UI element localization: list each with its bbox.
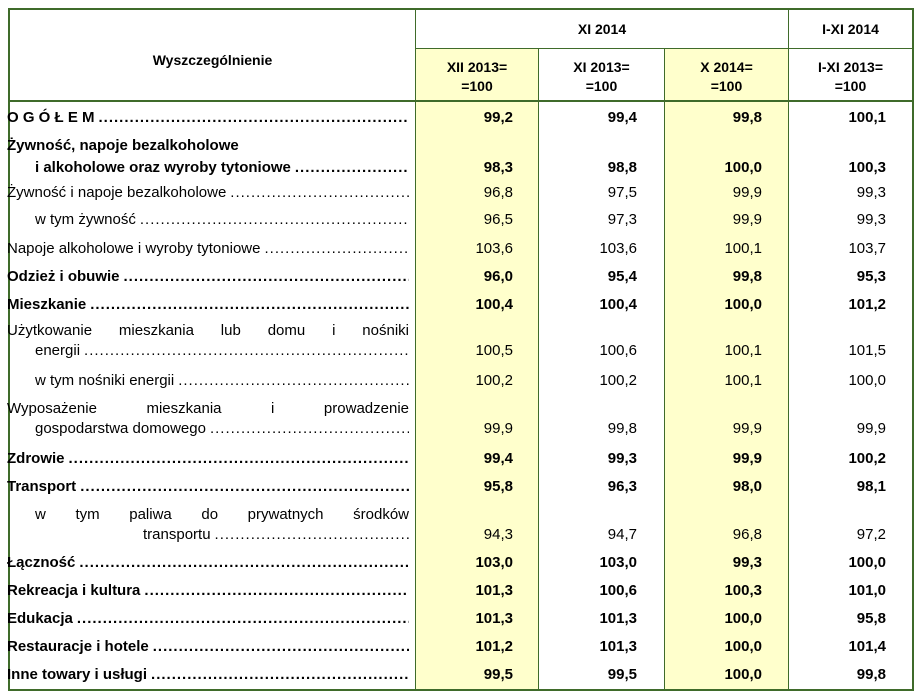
- row-value: 100,0: [724, 159, 762, 176]
- row-value: 100,4: [475, 296, 513, 313]
- row-value: 99,9: [732, 420, 762, 437]
- row-value: 100,0: [724, 296, 762, 313]
- row-label: [7, 210, 409, 230]
- row-label: [7, 183, 409, 203]
- row-value: 100,1: [724, 372, 762, 389]
- row-label: [7, 637, 409, 657]
- row-value: 95,3: [856, 268, 886, 285]
- row-value: 96,8: [732, 526, 762, 543]
- row-label-text: Łączność: [7, 554, 76, 571]
- leader-dots: [230, 183, 409, 203]
- row-label: [7, 135, 409, 179]
- row-value: 99,8: [856, 666, 886, 683]
- header-group-ixi2014: I-XI 2014: [822, 21, 879, 37]
- row-value: 100,6: [599, 342, 637, 359]
- header-col-line1: I-XI 2013=: [818, 59, 883, 75]
- row-label-text: O G Ó Ł E M: [7, 109, 95, 126]
- row-label-text: Transport: [7, 478, 77, 495]
- header-group-xi2014: XI 2014: [577, 21, 627, 37]
- row-value: 100,0: [724, 638, 762, 655]
- row-value: 96,5: [483, 211, 513, 228]
- row-value: 99,3: [856, 184, 886, 201]
- leader-dots: [144, 581, 409, 601]
- header-col-line1: XI 2013=: [573, 59, 630, 75]
- header-bottom-line: [10, 100, 912, 102]
- header-col-3: [789, 58, 912, 96]
- row-value: 103,0: [599, 554, 637, 571]
- row-value: 99,9: [732, 450, 762, 467]
- row-label: [7, 449, 409, 469]
- leader-dots: [140, 210, 409, 230]
- row-value: 99,8: [607, 420, 637, 437]
- row-value: 100,2: [475, 372, 513, 389]
- row-label-text: energii: [35, 342, 81, 359]
- row-value: 98,0: [732, 478, 762, 495]
- row-label-text: w tym żywność: [35, 211, 136, 228]
- row-value: 100,6: [599, 582, 637, 599]
- row-label-text: Napoje alkoholowe i wyroby tytoniowe: [7, 240, 261, 257]
- row-value: 95,8: [856, 610, 886, 627]
- row-value: 100,2: [848, 450, 886, 467]
- row-value: 103,6: [599, 240, 637, 257]
- row-label: [7, 477, 409, 497]
- row-value: 101,4: [848, 638, 886, 655]
- row-value: 100,3: [848, 159, 886, 176]
- row-value: 100,0: [724, 666, 762, 683]
- row-label-text: Restauracje i hotele: [7, 638, 149, 655]
- row-value: 95,4: [607, 268, 637, 285]
- header-col-line1: X 2014=: [700, 59, 753, 75]
- row-value: 101,2: [475, 638, 513, 655]
- row-value: 99,5: [483, 666, 513, 683]
- row-label-text: Odzież i obuwie: [7, 268, 120, 285]
- row-label: [7, 321, 409, 361]
- row-value: 99,2: [483, 109, 513, 126]
- row-value: 99,3: [607, 450, 637, 467]
- row-label-text: transportu: [143, 526, 211, 543]
- row-value: 101,3: [475, 610, 513, 627]
- row-label: [7, 553, 409, 573]
- row-value: 96,0: [483, 268, 513, 285]
- row-label-text: Inne towary i usługi: [7, 666, 148, 683]
- header-col-line2: =100: [585, 78, 618, 94]
- row-value: 97,3: [607, 211, 637, 228]
- row-value: 99,4: [483, 450, 513, 467]
- row-value: 101,3: [599, 638, 637, 655]
- row-label-text: Wyposażenie mieszkania i prowadzenie: [7, 400, 409, 417]
- leader-dots: [264, 239, 409, 259]
- row-label-text: Rekreacja i kultura: [7, 582, 141, 599]
- row-value: 101,5: [848, 342, 886, 359]
- row-value: 96,3: [607, 478, 637, 495]
- row-value: 99,8: [732, 109, 762, 126]
- row-value: 103,7: [848, 240, 886, 257]
- row-value: 101,3: [599, 610, 637, 627]
- header-col-2: [665, 58, 788, 96]
- leader-dots: [151, 665, 409, 685]
- row-label-text: gospodarstwa domowego: [35, 420, 206, 437]
- row-value: 100,5: [475, 342, 513, 359]
- col-divider: [664, 49, 665, 689]
- row-label-text: Mieszkanie: [7, 296, 87, 313]
- row-value: 100,4: [599, 296, 637, 313]
- row-label-text: i alkoholowe oraz wyroby tytoniowe: [35, 159, 291, 176]
- row-label: [7, 108, 409, 128]
- row-label-text: w tym nośniki energii: [35, 372, 175, 389]
- row-value: 99,9: [483, 420, 513, 437]
- header-col-0: [416, 58, 538, 96]
- header-col-line1: XII 2013=: [446, 59, 508, 75]
- row-value: 99,9: [732, 184, 762, 201]
- header-col-line2: =100: [834, 78, 867, 94]
- row-value: 103,0: [475, 554, 513, 571]
- leader-dots: [69, 449, 409, 469]
- row-label: [7, 371, 409, 391]
- row-value: 97,2: [856, 526, 886, 543]
- row-label: [7, 665, 409, 685]
- row-value: 99,9: [732, 211, 762, 228]
- row-value: 100,0: [848, 372, 886, 389]
- row-value: 100,1: [724, 342, 762, 359]
- row-value: 103,6: [475, 240, 513, 257]
- row-label-text: Żywność, napoje bezalkoholowe: [7, 137, 239, 154]
- row-value: 99,3: [856, 211, 886, 228]
- header-col-1: [539, 58, 664, 96]
- row-label: [7, 399, 409, 439]
- row-value: 98,1: [856, 478, 886, 495]
- row-value: 99,9: [856, 420, 886, 437]
- row-value: 99,3: [732, 554, 762, 571]
- row-label: [7, 505, 409, 545]
- row-value: 101,2: [848, 296, 886, 313]
- leader-dots: [79, 553, 409, 573]
- row-label-text: Żywność i napoje bezalkoholowe: [7, 184, 227, 201]
- row-label: [7, 295, 409, 315]
- row-value: 100,1: [724, 240, 762, 257]
- col-divider: [538, 49, 539, 689]
- col-divider: [788, 10, 789, 689]
- leader-dots: [90, 295, 409, 315]
- leader-dots: [215, 525, 409, 545]
- row-value: 100,1: [848, 109, 886, 126]
- row-value: 100,3: [724, 582, 762, 599]
- leader-dots: [153, 637, 409, 657]
- row-value: 101,3: [475, 582, 513, 599]
- leader-dots: [80, 477, 409, 497]
- header-divider: [415, 48, 912, 49]
- leader-dots: [124, 267, 409, 287]
- row-value: 99,5: [607, 666, 637, 683]
- row-label-text: w tym paliwa do prywatnych środków: [35, 506, 409, 523]
- header-col-line2: =100: [461, 78, 493, 94]
- row-value: 100,2: [599, 372, 637, 389]
- row-value: 96,8: [483, 184, 513, 201]
- row-label-text: Użytkowanie mieszkania lub domu i nośniki: [7, 322, 409, 339]
- row-value: 99,8: [732, 268, 762, 285]
- row-value: 98,8: [607, 159, 637, 176]
- row-value: 101,0: [848, 582, 886, 599]
- row-label-text: Zdrowie: [7, 450, 65, 467]
- header-col-line2: =100: [710, 78, 743, 94]
- row-label: [7, 609, 409, 629]
- col-divider: [415, 10, 416, 689]
- row-label: [7, 239, 409, 259]
- leader-dots: [99, 108, 409, 128]
- row-label: [7, 267, 409, 287]
- leader-dots: [210, 419, 409, 439]
- row-value: 94,3: [483, 526, 513, 543]
- row-label: [7, 581, 409, 601]
- row-value: 99,4: [607, 109, 637, 126]
- row-value: 100,0: [848, 554, 886, 571]
- row-value: 94,7: [607, 526, 637, 543]
- leader-dots: [84, 341, 409, 361]
- row-value: 98,3: [483, 159, 513, 176]
- row-label-text: Edukacja: [7, 610, 73, 627]
- row-value: 100,0: [724, 610, 762, 627]
- leader-dots: [178, 371, 409, 391]
- leader-dots: [77, 609, 409, 629]
- header-label-col: Wyszczególnienie: [152, 52, 273, 68]
- row-value: 95,8: [483, 478, 513, 495]
- leader-dots: [295, 157, 409, 179]
- row-value: 97,5: [607, 184, 637, 201]
